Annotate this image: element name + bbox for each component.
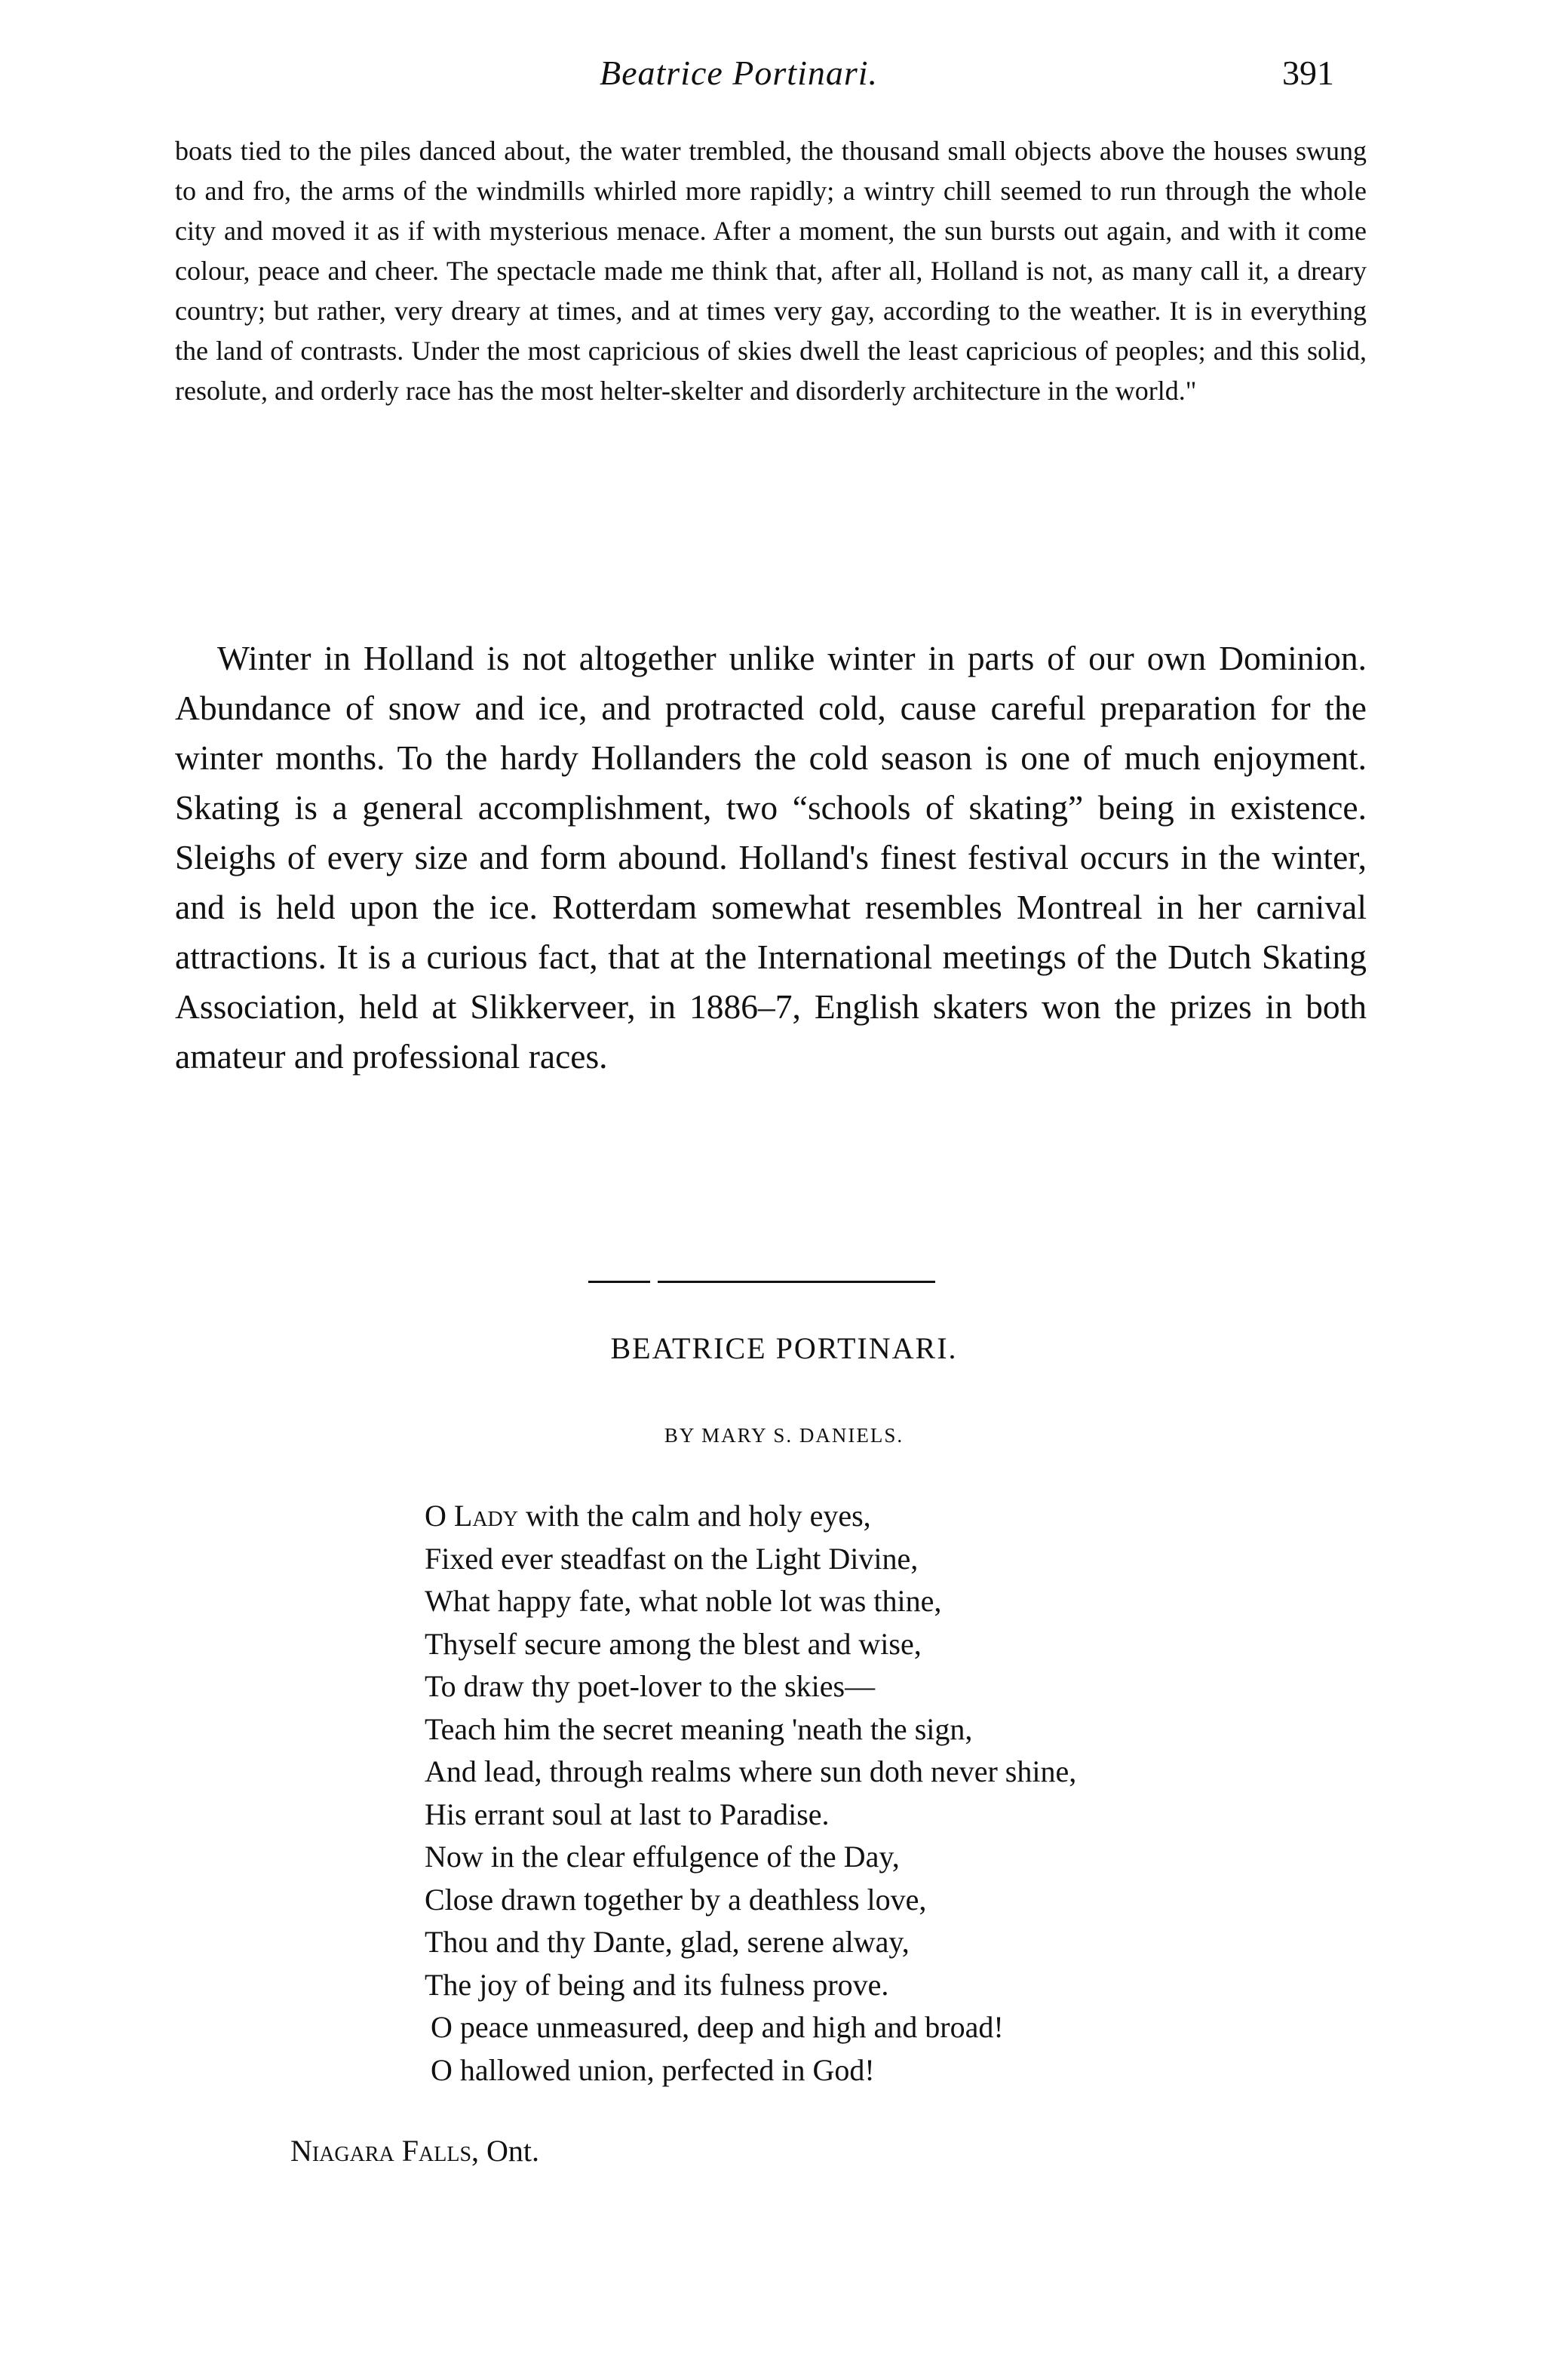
poem-line: What happy fate, what noble lot was thine,: [425, 1584, 942, 1618]
poem-line: O peace unmeasured, deep and high and broad!: [431, 2010, 1004, 2044]
poem-line: Thyself secure among the blest and wise,: [425, 1626, 922, 1661]
poem-line: Now in the clear effulgence of the Day,: [425, 1840, 900, 1874]
poem-first-word: O: [425, 1499, 446, 1533]
quoted-passage: [175, 131, 1367, 411]
poem-line: And lead, through realms where sun doth never shine,: [425, 1754, 1077, 1788]
poem-line: Teach him the secret meaning 'neath the sign,: [425, 1711, 973, 1746]
section-divider-short: [588, 1281, 650, 1283]
poem-line: Fixed ever steadfast on the Light Divine,: [425, 1541, 919, 1576]
quote-paragraph: boats tied to the piles danced about, the water trembled, the thousand small objects above the houses swung to and fro, the arms of the windmills whirled more rapidly; a wintry chill seemed to run through the whole city and moved it as if with mysterious menace. After a moment, the sun bursts out again, and with it come colour, peace and cheer. The spectacle made me think that, after all, Holland is not, as many call it, a dreary country; but rather, very dreary at times, and at times very gay, according to the weather. It is in everything the land of contrasts. Under the most capricious of skies dwell the least capricious of peoples; and this solid, resolute, and orderly race has the most helter-skelter and disorderly architecture in the world.": [175, 136, 1367, 406]
poem-line: Close drawn together by a deathless love,: [425, 1882, 927, 1917]
article-body: [175, 634, 1367, 1082]
signature-province: Ont.: [486, 2134, 540, 2168]
page-header: [0, 53, 1568, 106]
poem-title: BEATRICE PORTINARI.: [610, 1331, 958, 1365]
poem-author: BY MARY S. DANIELS.: [664, 1424, 904, 1447]
poem-line: His errant soul at last to Paradise.: [425, 1797, 830, 1831]
body-paragraph: Winter in Holland is not altogether unlike winter in parts of our own Dominion. Abundance of snow and ice, and protracted cold, cause careful preparation for the winter months. To the hardy Hollanders the cold season is one of much enjoyment. Skating is a general accomplishment, two “schools of skating” being in existence. Sleighs of every size and form abound. Holland's finest festival occurs in the winter, and is held upon the ice. Rotterdam somewhat resembles Montreal in her carnival attractions. It is a curious fact, that at the International meetings of the Dutch Skating Association, held at Slikkerveer, in 1886–7, English skaters won the prizes in both amateur and professional races.: [175, 639, 1367, 1076]
poem-signature: [290, 2133, 539, 2168]
signature-place: Niagara Falls,: [290, 2134, 480, 2168]
poem-line: [425, 1495, 1405, 1538]
poem-line: Thou and thy Dante, glad, serene alway,: [425, 1925, 910, 1959]
poem-line: To draw thy poet-lover to the skies—: [425, 1669, 876, 1703]
section-divider-long: [658, 1281, 935, 1283]
running-title: Beatrice Portinari.: [600, 54, 879, 92]
poem-first-line-caps: Lady: [453, 1499, 518, 1533]
page-number: 391: [1282, 54, 1334, 92]
poem-line: O hallowed union, perfected in God!: [431, 2052, 875, 2087]
poem-first-line-rest: with the calm and holy eyes,: [526, 1499, 871, 1533]
poem-body: [425, 1495, 1405, 2092]
poem-line: The joy of being and its fulness prove.: [425, 1967, 889, 2002]
